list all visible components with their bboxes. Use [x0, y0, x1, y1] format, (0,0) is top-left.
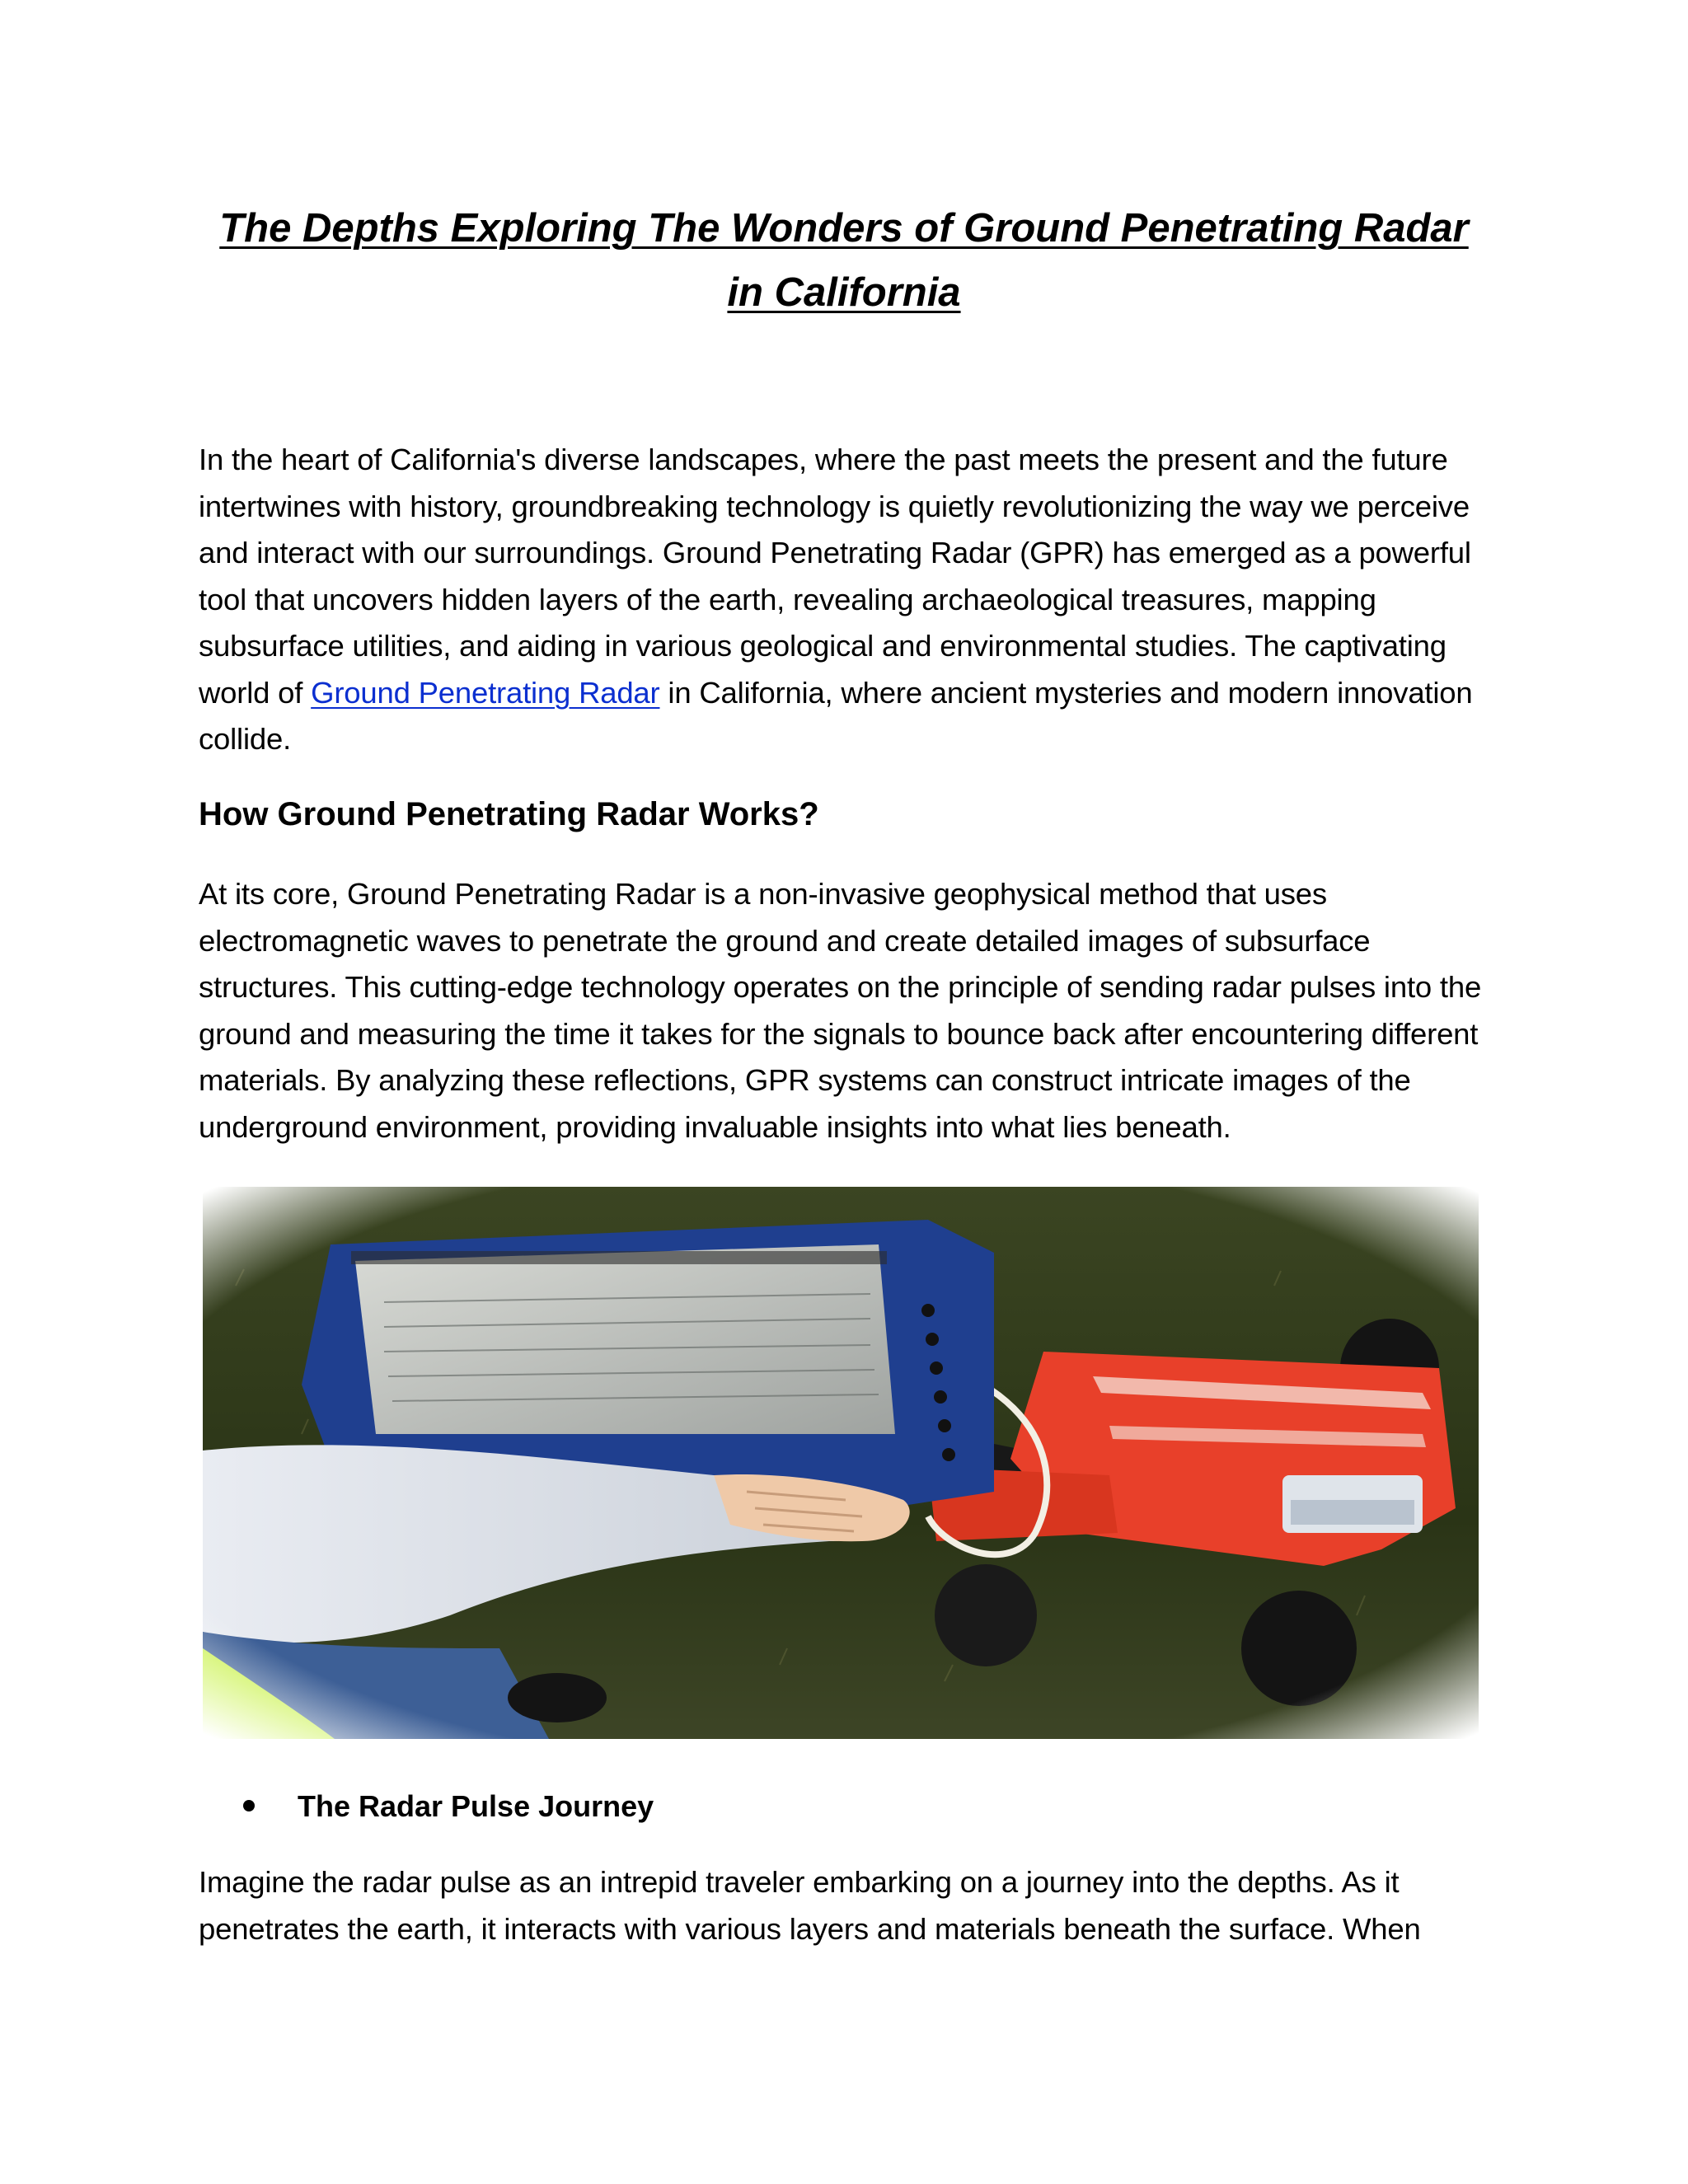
intro-text-before-link: In the heart of California's diverse landscapes, where the past meets the present and the future intertwines with history, groundbreaking technology is quietly revolutionizing the way we perceive and interact with our surroundings. Ground Penetrating Radar (GPR) has emerged as a powerful tool that uncovers hidden layers of the earth, revealing archaeological treasures, mapping subsurface utilities, and aiding in various geological and environmental studies. The captivating world of: [199, 443, 1471, 710]
document-title: The Depths Exploring The Wonders of Ground Penetrating Radar in California: [219, 206, 1469, 315]
final-paragraph: Imagine the radar pulse as an intrepid traveler embarking on a journey into the depths. As it penetrates the earth, it interacts with various layers and materials beneath the surface. When: [199, 1865, 1421, 1946]
section-body-paragraph: At its core, Ground Penetrating Radar is a non-invasive geophysical method that uses electromagnetic waves to penetrate the ground and create detailed images of subsurface structures. This cutting-edge technology operates on the principle of sending radar pulses into the ground and measuring the time it takes for the signals to bounce back after encountering different materials. By analyzing these reflections, GPR systems can construct intricate images of the underground environment, providing invaluable insights into what lies beneath.: [199, 877, 1482, 1144]
bullet-dot-icon: [243, 1800, 255, 1811]
section-heading: How Ground Penetrating Radar Works?: [199, 796, 819, 832]
intro-text-after-link: in California, where ancient mysteries and modern innovation collide.: [199, 675, 1473, 756]
bullet-item: [243, 1783, 654, 1830]
bullet-item-text: The Radar Pulse Journey: [298, 1789, 654, 1823]
gpr-device-photo: [203, 1187, 1479, 1739]
intro-paragraph: [199, 437, 1501, 763]
gpr-link[interactable]: Ground Penetrating Radar: [311, 675, 660, 710]
